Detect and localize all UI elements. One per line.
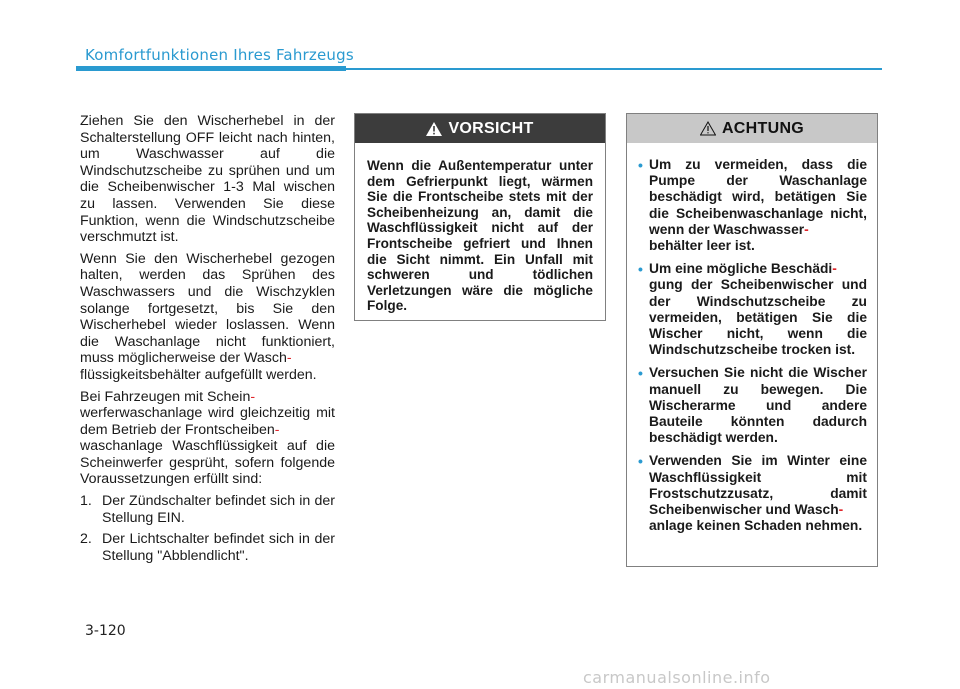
page-number: 3-120 <box>85 623 126 639</box>
achtung-title: ACHTUNG <box>721 119 805 137</box>
watermark: carmanualsonline.info <box>583 668 771 687</box>
hyphen-mark: - <box>250 388 256 405</box>
warning-triangle-icon <box>426 122 442 136</box>
vorsicht-header <box>355 114 605 143</box>
vorsicht-box <box>354 113 606 321</box>
vorsicht-title: VORSICHT <box>448 119 534 137</box>
list-item: • Um eine mögliche Beschädi- gung der Scheibenwischer und der Windschutzscheibe zu vermeiden, betätigen Sie die Wischer nicht, wenn die Windschutzscheibe trocken ist. <box>638 261 867 358</box>
hyphen-mark: - <box>274 421 280 438</box>
hyphen-mark: - <box>286 350 292 367</box>
left-column <box>80 113 335 569</box>
list-item: 1. Der Zündschalter befindet sich in der Stellung EIN. <box>80 493 335 526</box>
section-title: Komfortfunktionen Ihres Fahrzeugs <box>85 46 354 64</box>
bullet-icon: • <box>638 157 643 173</box>
bullet-icon: • <box>638 453 643 470</box>
achtung-box <box>626 113 878 567</box>
header-rule <box>346 68 882 70</box>
achtung-header <box>627 114 877 143</box>
condition-list <box>80 493 335 564</box>
hyphen-mark: - <box>832 261 837 277</box>
hyphen-mark: - <box>804 221 809 237</box>
paragraph-headlamp: Bei Fahrzeugen mit Schein- werferwaschanlage wird gleichzeitig mit dem Betrieb der Frontscheiben- waschanlage Waschflüssigkeit auf die Scheinwerfer gesprüht, sofern folgende Voraussetzungen erfüllt sind: <box>80 388 335 488</box>
warning-triangle-outline-icon <box>700 121 716 136</box>
achtung-list <box>627 143 877 534</box>
hyphen-mark: - <box>838 502 844 518</box>
vorsicht-text: Wenn die Außentemperatur unter dem Gefrierpunkt liegt, wärmen Sie die Frontscheibe stets mit der Scheibenheizung an, damit die Waschflüssigkeit nicht auf der Frontscheibe gefriert und Ihnen die Sicht nimmt. Ein Unfall mit schweren und tödlichen Verletzungen wäre die mögliche Folge. <box>367 158 593 314</box>
list-item: • Um zu vermeiden, dass die Pumpe der Waschanlage beschädigt wird, betätigen Sie die Scheibenwaschanlage nicht, wenn der Waschwasser- behälter leer ist. <box>638 157 867 254</box>
header-accent-bar <box>76 66 346 71</box>
list-item: • Verwenden Sie im Winter eine Waschflüssigkeit mit Frostschutzzusatz, damit Scheibenwischer und Wasch- anlage keinen Schaden nehmen. <box>638 453 867 534</box>
paragraph-intro: Ziehen Sie den Wischerhebel in der Schalterstellung OFF leicht nach hinten, um Waschwasser auf die Windschutzscheibe zu sprühen und um die Scheibenwischer 1-3 Mal wischen zu lassen. Verwenden Sie diese Funktion, wenn die Windschutzscheibe verschmutzt ist. <box>80 113 335 246</box>
list-item: 2. Der Lichtschalter befindet sich in der Stellung "Abblendlicht". <box>80 531 335 564</box>
bullet-icon: • <box>638 261 643 278</box>
paragraph-hold: Wenn Sie den Wischerhebel gezogen halten, werden das Sprühen des Waschwassers und die Wischzyklen solange fortgesetzt, bis Sie den Wischerhebel wieder loslassen. Wenn die Waschanlage nicht funktioniert, muss möglicherweise der Wasch- flüssigkeitsbehälter aufgefüllt werden. <box>80 250 335 383</box>
list-item: • Versuchen Sie nicht die Wischer manuell zu bewegen. Die Wischerarme und andere Bauteile könnten dadurch beschädigt werden. <box>638 365 867 446</box>
bullet-icon: • <box>638 365 643 382</box>
